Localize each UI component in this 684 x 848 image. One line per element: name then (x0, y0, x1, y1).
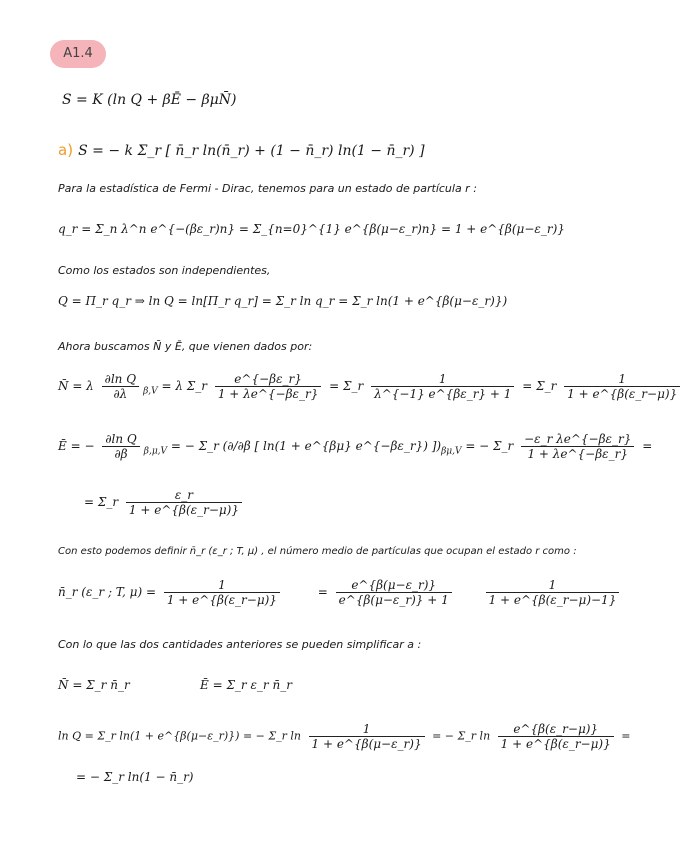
eq-n-frac3: $\frac{1}{1 + e\^{}\{\beta(\varepsilon\_r-\mu)-1\}}$ (486, 578, 620, 607)
eq-E-frac2: $\frac{\text{−ε\_r λe\textasciicircum{}\{−βε\_r\}}}{1 + \lambda e\^{}\{-\beta\varepsilon\_r\}}$ (521, 432, 634, 461)
text-definir: Con esto podemos definir n̄_r (ε_r ; T, μ) , el número medio de partículas que ocupan el estado r como : (58, 546, 577, 557)
eq-entropy: S = K (ln Q + βĒ − βμN̄) (62, 92, 237, 108)
eq-final: = − Σ_r ln(1 − n̄_r) (76, 770, 194, 784)
eq-E2-frac: $\frac{\varepsilon\_r}{1 + e\^{}\{\beta(\varepsilon\_r-\mu)\}}$ (126, 488, 242, 517)
eq-N-frac2: $\frac{e\^{}\{-\beta\varepsilon\_r\}}{1 + \lambda e\^{}\{-\beta\varepsilon\_r\}}$ (215, 372, 322, 401)
text-fermi-dirac: Para la estadística de Fermi - Dirac, tenemos para un estado de partícula r : (58, 182, 477, 195)
eq-lnQ-frac2: $\frac{e\^{}\{\beta(\varepsilon\_r-\mu)\}}{1 + e\^{}\{\beta(\varepsilon\_r-\mu)\}}$ (498, 722, 614, 751)
eq-lnQ: ln Q = Σ_r ln(1 + e^{β(μ−ε_r)}) = − Σ_r ln $\frac{1}{1 + e\^{}\{\beta(\mu-\varepsilon\_r)\}}$ = − Σ_r ln $\frac{e\^{}\{\beta(\varepsilon\_r-\mu)\}}{1 + e\^{}\{\beta(\varepsilon\_r-\mu)\}}$ = (58, 722, 631, 751)
eq-n: n̄_r (ε_r ; T, μ) = $\frac{1}{1 + e\^{}\{\beta(\varepsilon\_r-\mu)\}}$ = $\frac{e\^{}\{\beta(\mu-\varepsilon\_r)\}}{e\^{}\{\beta(\mu-\varepsilon\_r)\} + 1}$ $\frac{1}{1 + e\^{}\{\beta(\varepsilon\_r-\mu)-1\}}$ (58, 578, 623, 607)
text-independent: Como los estados son independientes, (58, 264, 271, 277)
eq-n-frac2: $\frac{e\^{}\{\beta(\mu-\varepsilon\_r)\}}{e\^{}\{\beta(\mu-\varepsilon\_r)\} + 1}$ (336, 578, 452, 607)
eq-simp-E: Ē = Σ_r ε_r n̄_r (200, 678, 292, 692)
part-a-label: a) (58, 141, 74, 159)
text-buscamos: Ahora buscamos N̄ y Ē, que vienen dados por: (58, 340, 313, 353)
eq-N-frac4: $\frac{1}{1 + e\^{}\{\beta(\varepsilon\_r-\mu)\}}$ (564, 372, 680, 401)
eq-N: N̄ = λ $\frac{\text{∂ln Q}}{\partial\lambda}$ $_{\beta,V}$ = λ Σ_r $\frac{e\^{}\{-\beta\varepsilon\_r\}}{1 + \lambda e\^{}\{-\beta\varepsilon\_r\}}$ = Σ_r $\frac{1}{\lambda\^{}\{-1\} e\^{}\{\beta\varepsilon\_r\} + 1}$ = Σ_r $\frac{1}{1 + e\^{}\{\beta(\varepsilon\_r-\mu)\}}$ (58, 372, 684, 401)
eq-simp-N: N̄ = Σ_r n̄_r (58, 678, 130, 692)
eq-lnQ-frac1: $\frac{1}{1 + e\^{}\{\beta(\mu-\varepsilon\_r)\}}$ (309, 722, 425, 751)
eq-N-frac1: $\frac{\text{∂ln Q}}{\partial\lambda}$ (102, 372, 139, 401)
part-a (58, 140, 425, 159)
eq-Q: Q = Π_r q_r ⇒ ln Q = ln[Π_r q_r] = Σ_r ln q_r = Σ_r ln(1 + e^{β(μ−ε_r)}) (58, 294, 508, 308)
exercise-tag (50, 40, 106, 68)
eq-N-lhs: N̄ = λ (58, 379, 94, 393)
eq-a: S = − k Σ_r [ n̄_r ln(n̄_r) + (1 − n̄_r) ln(1 − n̄_r) ] (78, 143, 425, 159)
text-simplificar: Con lo que las dos cantidades anteriores se pueden simplificar a : (58, 638, 422, 651)
eq-qr: q_r = Σ_n λ^n e^{−(βε_r)n} = Σ_{n=0}^{1} e^{β(μ−ε_r)n} = 1 + e^{β(μ−ε_r)} (58, 222, 565, 236)
eq-E2: = Σ_r $\frac{\varepsilon\_r}{1 + e\^{}\{\beta(\varepsilon\_r-\mu)\}}$ (84, 488, 246, 517)
exercise-tag-label: A1.4 (63, 46, 93, 61)
eq-N-frac3: $\frac{1}{\lambda\^{}\{-1\} e\^{}\{\beta\varepsilon\_r\} + 1}$ (371, 372, 514, 401)
eq-n-frac1: $\frac{1}{1 + e\^{}\{\beta(\varepsilon\_r-\mu)\}}$ (164, 578, 280, 607)
eq-E-frac1: $\frac{\text{∂ln Q}}{\partial\beta}$ (102, 432, 139, 461)
eq-E: Ē = − $\frac{\text{∂ln Q}}{\partial\beta}$ $_{\beta,\mu,V}$ = − Σ_r (∂/∂β [ ln(1 + e^{βμ} e^{−βε_r}) ])$_{\beta\mu,V}$ = − Σ_r $\frac{\text{−ε\_r λe\textasciicircum{}\{−βε\_r\}}}{1 + \lambda e\^{}\{-\beta\varepsilon\_r\}}$ = (58, 432, 653, 461)
